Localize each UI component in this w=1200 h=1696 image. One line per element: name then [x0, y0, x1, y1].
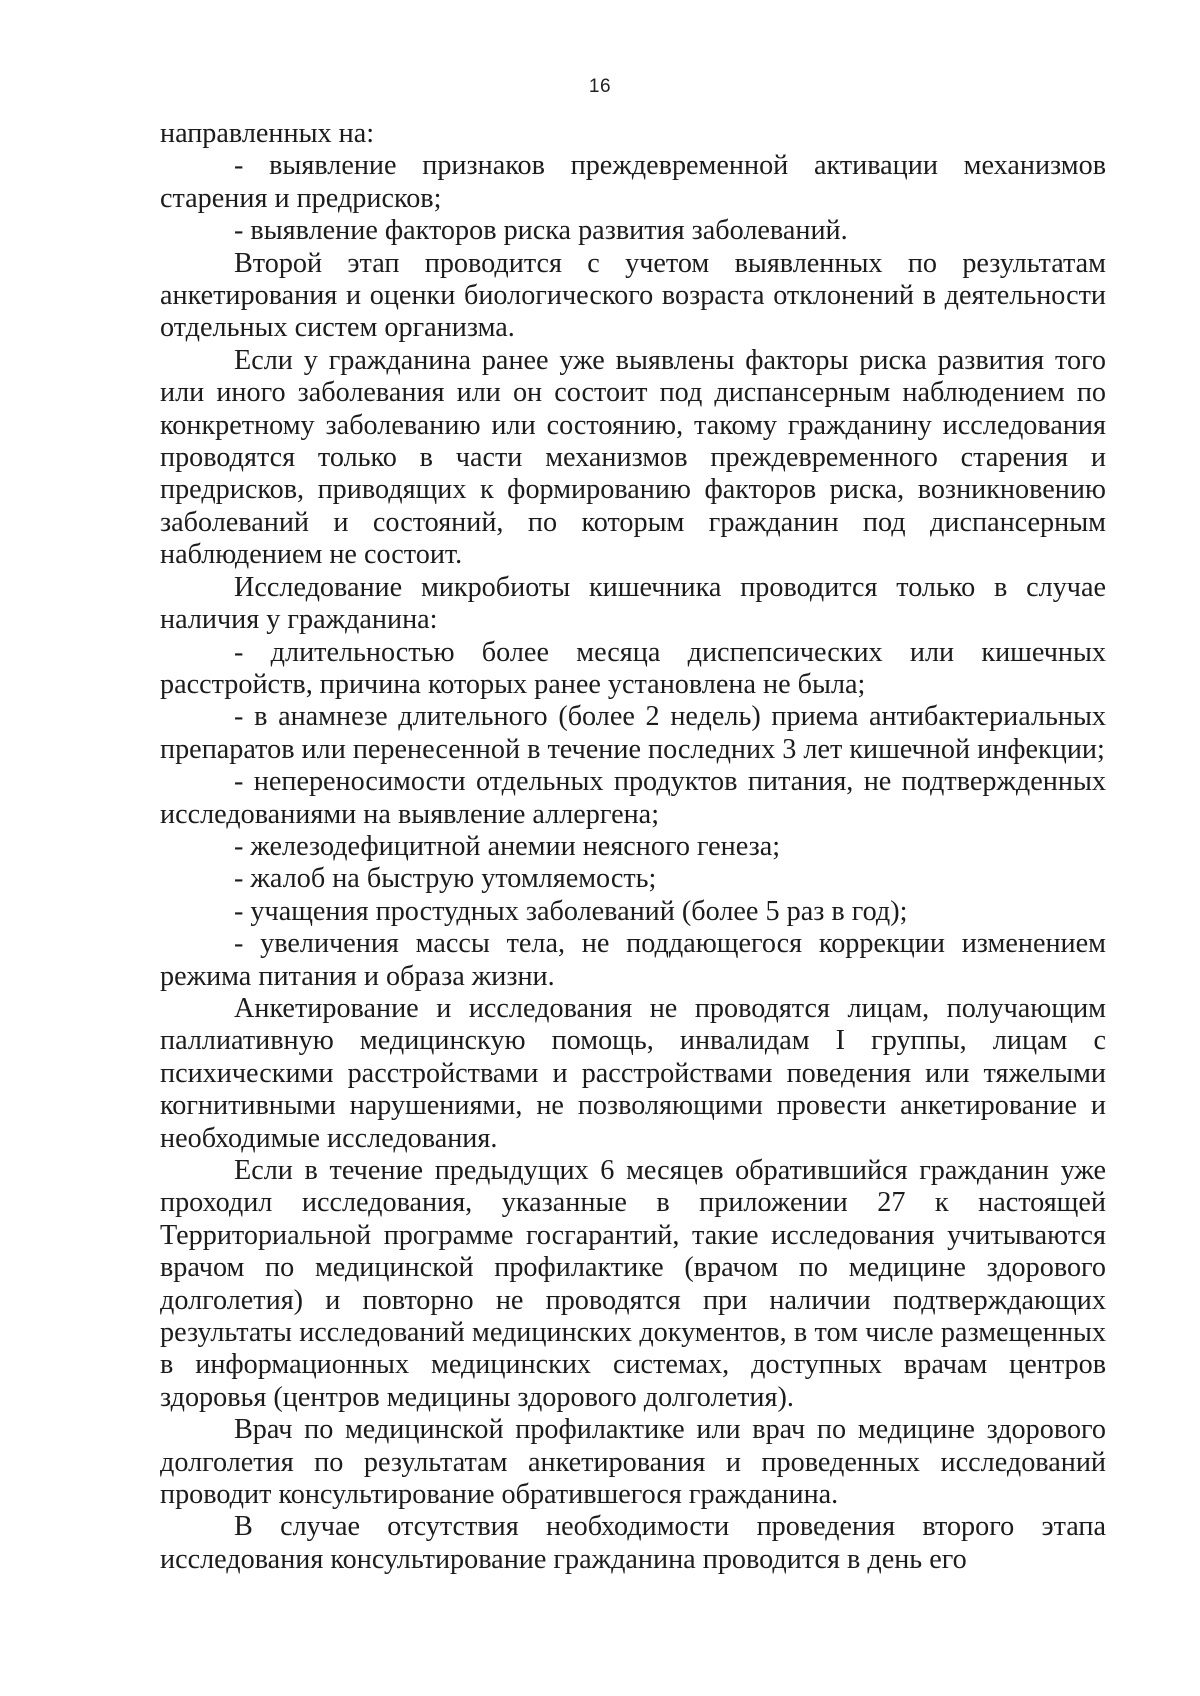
paragraph: Второй этап проводится с учетом выявленных по результатам анкетирования и оценки биологического возраста отклонений в деятельности отдельных систем организма. [160, 247, 1106, 344]
list-item: - в анамнезе длительного (более 2 недель) приема антибактериальных препаратов или перенесенной в течение последних 3 лет кишечной инфекции; [160, 701, 1106, 765]
document-body [160, 118, 1106, 1576]
paragraph: Исследование микробиоты кишечника проводится только в случае наличия у гражданина: [160, 571, 1106, 636]
list-item: - железодефицитной анемии неясного генеза; [234, 830, 781, 862]
list-item: - увеличения массы тела, не поддающегося коррекции изменением режима питания и образа жизни. [160, 928, 1106, 992]
paragraph: Если в течение предыдущих 6 месяцев обратившийся гражданин уже проходил исследования, указанные в приложении 27 к настоящей Территориальной программе госгарантий, такие исследования учитываются врачом по медицинской профилактике (врачом по медицине здорового долголетия) и повторно не проводятся при наличии подтверждающих результаты исследований медицинских документов, в том числе размещенных в информационных медицинских системах, доступных врачам центров здоровья (центров медицины здорового долголетия). [160, 1155, 1106, 1413]
list-item: - выявление факторов риска развития заболеваний. [234, 215, 848, 247]
paragraph: Анкетирование и исследования не проводятся лицам, получающим паллиативную медицинскую помощь, инвалидам I группы, лицам с психическими расстройствами и расстройствами поведения или тяжелыми когнитивными нарушениями, не позволяющими провести анкетирование и необходимые исследования. [160, 992, 1106, 1154]
paragraph: Врач по медицинской профилактике или врач по медицине здорового долголетия по результатам анкетирования и проведенных исследований проводит консультирование обратившегося гражданина. [160, 1414, 1106, 1511]
list-item: - выявление признаков преждевременной активации механизмов старения и предрисков; [160, 150, 1106, 214]
list-item: - жалоб на быструю утомляемость; [234, 863, 657, 895]
list-item: - длительностью более месяца диспепсических или кишечных расстройств, причина которых ранее установлена не была; [160, 636, 1106, 700]
page-number: 16 [588, 76, 612, 97]
list-item: - непереносимости отдельных продуктов питания, не подтвержденных исследованиями на выявление аллергена; [160, 766, 1106, 830]
paragraph: Если у гражданина ранее уже выявлены факторы риска развития того или иного заболевания или он состоит под диспансерным наблюдением по конкретному заболеванию или состоянию, такому гражданину исследования проводятся только в части механизмов преждевременного старения и предрисков, приводящих к формированию факторов риска, возникновению заболеваний и состояний, по которым гражданин под диспансерным наблюдением не состоит. [160, 344, 1106, 571]
list-item: - учащения простудных заболеваний (более 5 раз в год); [234, 895, 908, 927]
paragraph: В случае отсутствия необходимости проведения второго этапа исследования консультирование гражданина проводится в день его [160, 1511, 1106, 1575]
paragraph: направленных на: [160, 118, 375, 149]
